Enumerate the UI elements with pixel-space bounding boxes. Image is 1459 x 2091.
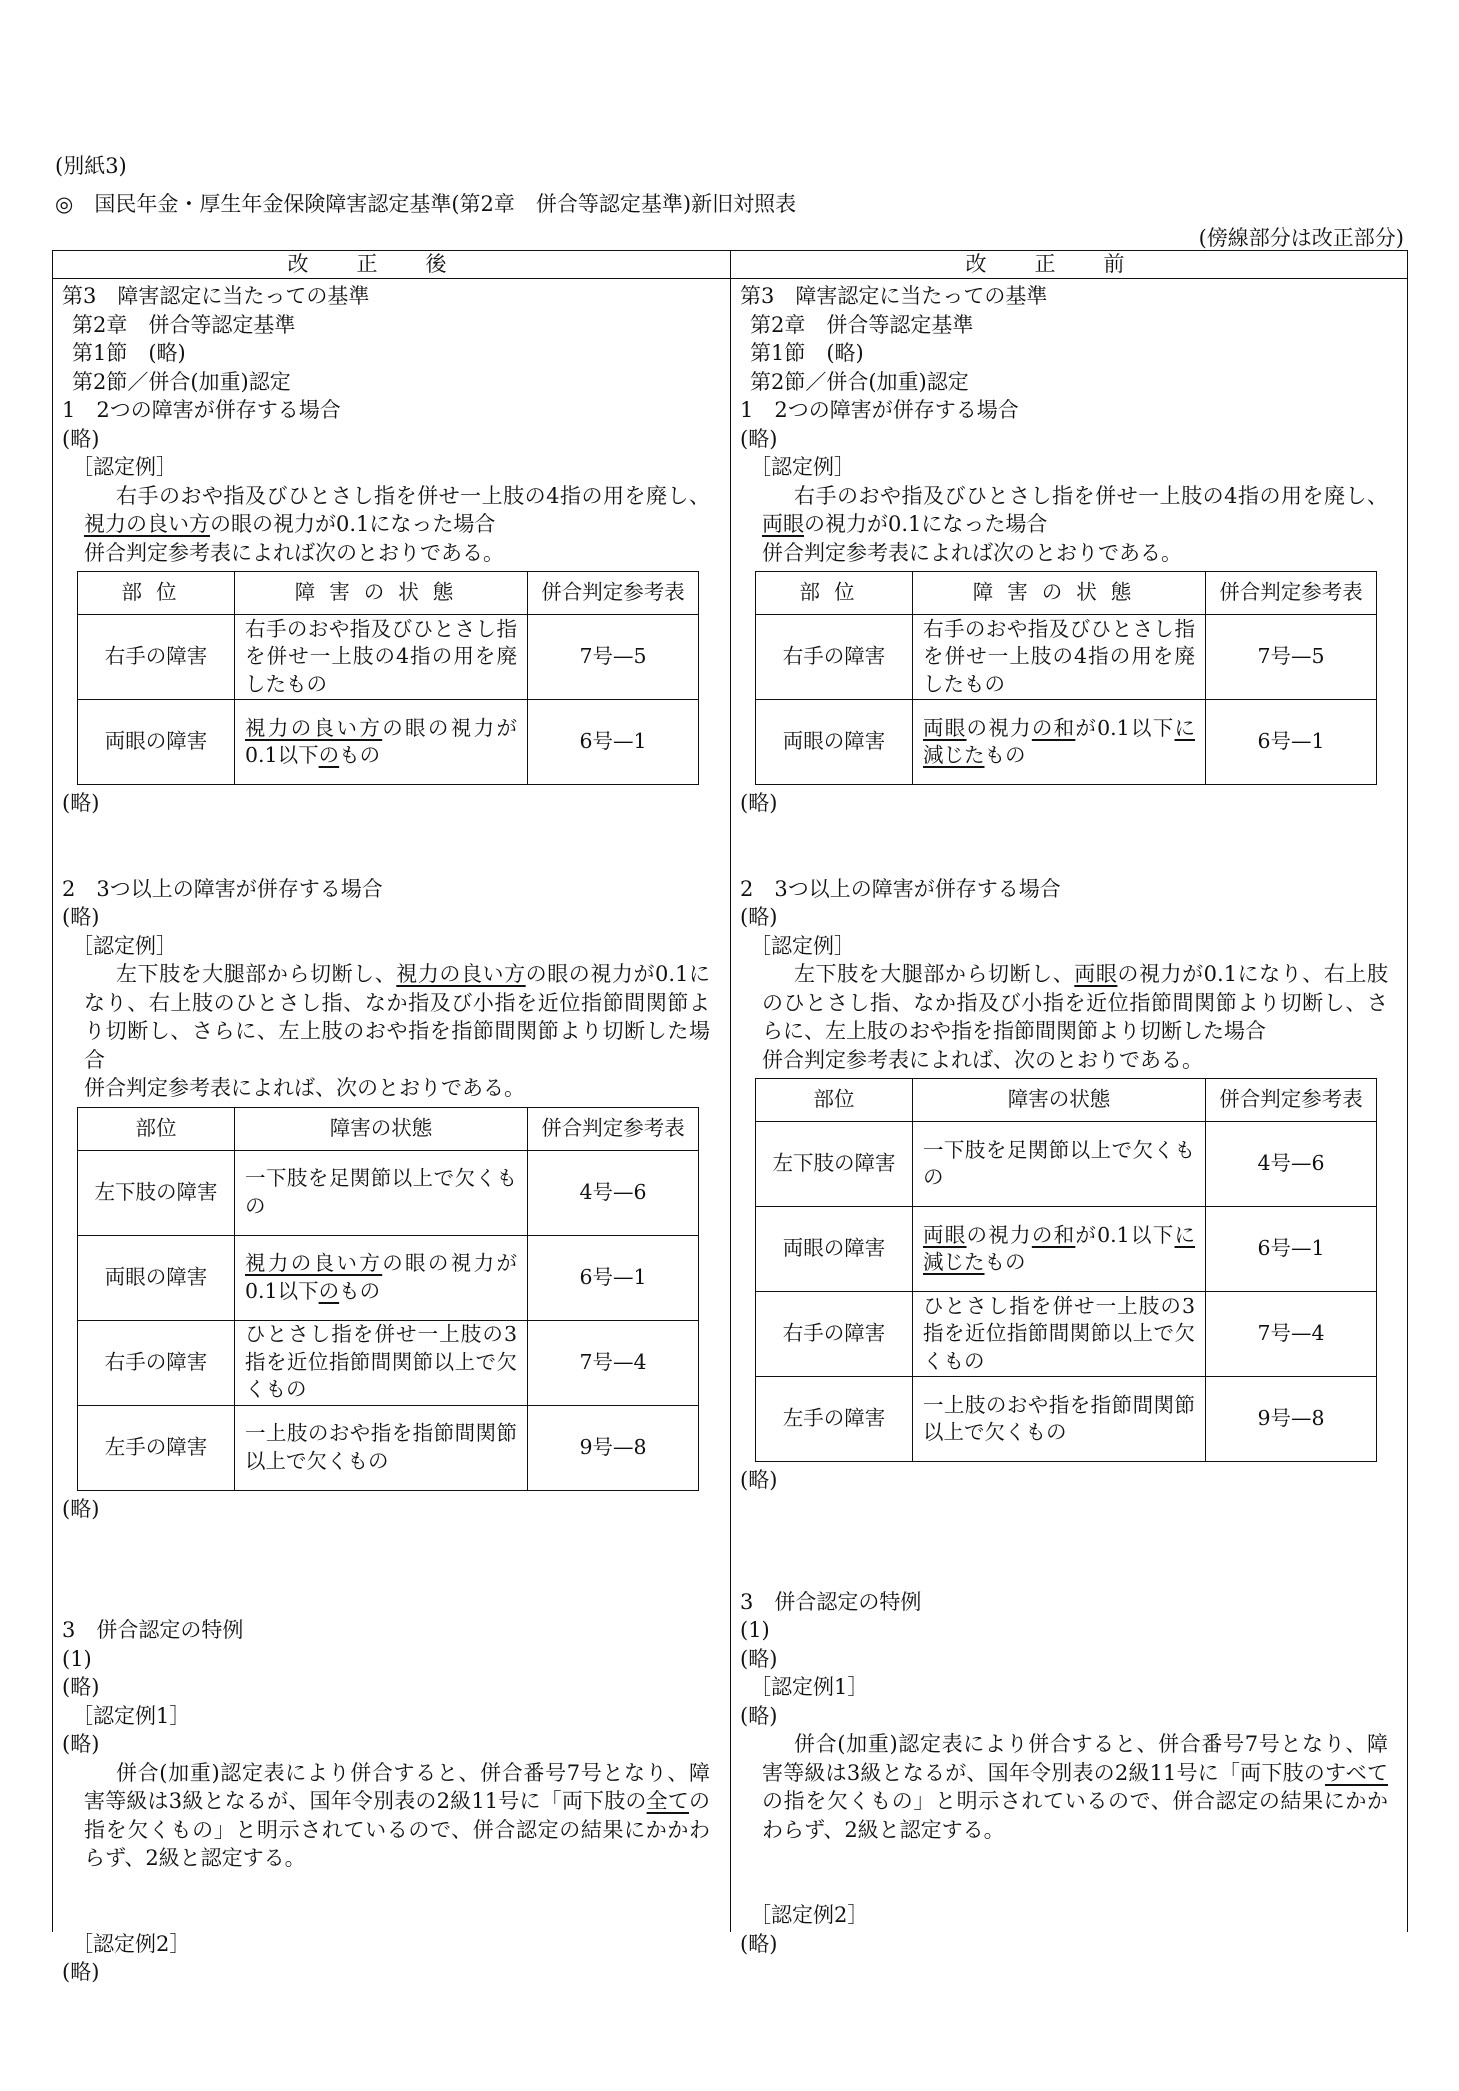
state-underline: 視力の良い方 [245, 1251, 383, 1275]
example1-underline: 視力の良い方 [84, 512, 210, 536]
table-cell-ref: 6号—1 [1206, 700, 1377, 785]
item3-heading: 3 併合認定の特例 [62, 1618, 244, 1642]
example1-text-part: の視力が0.1になった場合 [804, 512, 1048, 536]
special-case-text [730, 1730, 1398, 1844]
item2-heading: 2 3つ以上の障害が併存する場合 [62, 876, 383, 901]
table-cell-part: 両眼の障害 [78, 1235, 235, 1320]
comparison-table [52, 250, 1408, 1984]
table-cell-ref: 6号—1 [528, 700, 699, 785]
state-underline: 両眼 [923, 1222, 967, 1247]
abbreviation: (略) [740, 1703, 778, 1728]
example2-text [52, 960, 720, 1074]
table-header-ref: 併合判定参考表 [528, 1107, 699, 1150]
table-header-state: 障害の状態 [235, 572, 528, 615]
state-text: もの [984, 743, 1026, 767]
state-text: の眼の視力が0.1以下 [245, 715, 518, 767]
table-cell-ref: 4号—6 [1206, 1122, 1377, 1207]
item1-heading: 1 2つの障害が併存する場合 [740, 398, 1019, 422]
abbreviation: (略) [62, 1732, 100, 1756]
table-cell-state [913, 700, 1206, 785]
special-case-underline: すべて [1324, 1760, 1388, 1785]
section1-line: 第1節 (略) [750, 341, 864, 365]
state-text: もの [339, 743, 381, 767]
table-cell-state [235, 1235, 528, 1320]
special-case-text [52, 1759, 720, 1873]
table-cell-state: 一下肢を足関節以上で欠くもの [235, 1150, 528, 1235]
reference-line: 併合判定参考表によれば、次のとおりである。 [762, 1047, 1203, 1072]
example1-text [52, 482, 720, 539]
state-text: が0.1以下 [1075, 1222, 1175, 1247]
table-cell-part: 左下肢の障害 [756, 1122, 913, 1207]
table-cell-ref: 4号—6 [528, 1150, 699, 1235]
abbreviation: (略) [740, 1931, 778, 1956]
table-header-ref: 併合判定参考表 [1206, 1079, 1377, 1122]
table-cell-part: 両眼の障害 [756, 700, 913, 785]
example2-text-part: 左下肢を大腿部から切断し、 [116, 962, 397, 986]
reference-line: 併合判定参考表によれば次のとおりである。 [762, 540, 1182, 565]
table2-after [77, 1107, 699, 1491]
chapter-title: 第2章 併合等認定基準 [750, 312, 974, 337]
example-label: ［認定例］ [72, 455, 177, 479]
state-text: もの [984, 1250, 1026, 1274]
table-cell-ref: 6号—1 [1206, 1207, 1377, 1292]
table1-before [755, 571, 1377, 785]
section2-line: 第2節／併合(加重)認定 [750, 369, 969, 394]
example2-label: ［認定例2］ [72, 1931, 191, 1956]
state-underline: 視力の良い方 [245, 715, 383, 740]
table-cell-state: 一上肢のおや指を指節間関節以上で欠くもの [913, 1377, 1206, 1462]
special-case-text-part: 併合(加重)認定表により併合すると、併合番号7号となり、障害等級は3級となるが、国年令別表の2級11号に「両下肢の [762, 1732, 1388, 1785]
item2-heading: 2 3つ以上の障害が併存する場合 [740, 876, 1061, 901]
table-cell-state: 一下肢を足関節以上で欠くもの [913, 1122, 1206, 1207]
column-header-after: 改正後 [287, 252, 495, 276]
table-header-ref: 併合判定参考表 [1206, 572, 1377, 615]
table-cell-ref: 7号—5 [1206, 615, 1377, 700]
table-cell-ref: 7号—5 [528, 615, 699, 700]
table-cell-part: 右手の障害 [756, 615, 913, 700]
table-cell-ref: 7号—4 [1206, 1292, 1377, 1377]
section2-line: 第2節／併合(加重)認定 [72, 369, 291, 394]
state-underline: に減じた [923, 715, 1196, 767]
abbreviation: (略) [62, 1496, 100, 1521]
example2-text-part: の視力が0.1になり、右上肢のひとさし指、なか指及び小指を近位指節間関節より切断し、さらに、左上肢のおや指を指節間関節より切断した場合 [762, 962, 1388, 1043]
table-header-part: 部位 [78, 1107, 235, 1150]
section-title: 第3 障害認定に当たっての基準 [740, 284, 1048, 308]
state-underline: 両眼 [923, 715, 967, 740]
state-text: の視力 [966, 1222, 1032, 1247]
table-cell-part: 右手の障害 [756, 1292, 913, 1377]
state-underline: の和 [1031, 1222, 1076, 1247]
table-header-part: 部位 [78, 572, 235, 615]
abbreviation: (略) [740, 1468, 778, 1492]
example1-text-part: の眼の視力が0.1になった場合 [210, 512, 496, 536]
example1-text-part: 右手のおや指及びひとさし指を併せ一上肢の4指の用を廃し、 [794, 483, 1388, 508]
example1-label: ［認定例1］ [750, 1675, 869, 1699]
item3-heading: 3 併合認定の特例 [740, 1589, 922, 1614]
example-label: ［認定例］ [750, 933, 855, 958]
table-cell-ref: 6号—1 [528, 1235, 699, 1320]
abbreviation: (略) [740, 426, 778, 451]
example1-label: ［認定例1］ [72, 1703, 191, 1728]
example2-text [730, 960, 1398, 1046]
abbreviation: (略) [62, 1960, 100, 1984]
item3-sub: (1) [740, 1618, 770, 1642]
state-text: もの [339, 1278, 381, 1303]
example-label: ［認定例］ [750, 455, 855, 479]
example2-label: ［認定例2］ [750, 1903, 869, 1927]
table-cell-part: 左下肢の障害 [78, 1150, 235, 1235]
example1-text [730, 482, 1398, 539]
table-cell-part: 左手の障害 [756, 1377, 913, 1462]
example2-underline: 両眼 [1074, 962, 1118, 986]
section-title: 第3 障害認定に当たっての基準 [62, 284, 370, 308]
table-right-border [1407, 250, 1408, 1932]
abbreviation: (略) [740, 791, 778, 815]
table1-after [77, 571, 699, 785]
abbreviation: (略) [740, 1646, 778, 1671]
reference-line: 併合判定参考表によれば、次のとおりである。 [84, 1076, 525, 1100]
state-text: の眼の視力が0.1以下 [245, 1251, 518, 1303]
section1-line: 第1節 (略) [72, 341, 186, 365]
table-cell-part: 両眼の障害 [78, 700, 235, 785]
special-case-text-part: の指を欠くもの」と明示されているので、併合認定の結果にかかわらず、2級と認定する。 [84, 1789, 710, 1870]
document-title: ◎ 国民年金・厚生年金保険障害認定基準(第2章 併合等認定基準)新旧対照表 [55, 192, 797, 216]
table-header-ref: 併合判定参考表 [528, 572, 699, 615]
abbreviation: (略) [62, 1675, 100, 1699]
chapter-title: 第2章 併合等認定基準 [72, 312, 296, 337]
state-text: の視力 [966, 715, 1032, 740]
table-cell-state: 右手のおや指及びひとさし指を併せ一上肢の4指の用を廃したもの [235, 615, 528, 700]
special-case-underline: 全て [646, 1789, 689, 1813]
item1-heading: 1 2つの障害が併存する場合 [62, 398, 341, 422]
abbreviation: (略) [62, 426, 100, 451]
table-cell-part: 左手の障害 [78, 1405, 235, 1490]
abbreviation: (略) [62, 905, 100, 929]
example2-text-part: の眼の視力が0.1になり、右上肢のひとさし指、なか指及び小指を近位指節間関節より切断し、さらに、左上肢のおや指を指節間関節より切断した場合 [84, 962, 710, 1072]
revision-note: (傍線部分は改正部分) [1198, 226, 1404, 250]
example1-underline: 両眼 [762, 512, 804, 536]
item3-sub: (1) [62, 1646, 92, 1671]
state-underline: の [318, 743, 340, 767]
table-cell-part: 右手の障害 [78, 615, 235, 700]
special-case-text-part: の指を欠くもの」と明示されているので、併合認定の結果にかかわらず、2級と認定する。 [762, 1789, 1388, 1842]
column-header-before: 改正前 [965, 252, 1173, 276]
table-cell-state [235, 700, 528, 785]
table-cell-part: 両眼の障害 [756, 1207, 913, 1292]
state-underline: に減じた [923, 1222, 1196, 1274]
state-underline: の和 [1031, 715, 1076, 740]
example-label: ［認定例］ [72, 933, 177, 958]
abbreviation: (略) [62, 791, 100, 815]
table-header-state: 障害の状態 [913, 1079, 1206, 1122]
table-cell-part: 右手の障害 [78, 1320, 235, 1405]
table-cell-state: 右手のおや指及びひとさし指を併せ一上肢の4指の用を廃したもの [913, 615, 1206, 700]
table-cell-state: 一上肢のおや指を指節間関節以上で欠くもの [235, 1405, 528, 1490]
abbreviation: (略) [740, 905, 778, 929]
table-cell-ref: 7号—4 [528, 1320, 699, 1405]
state-text: が0.1以下 [1075, 715, 1175, 740]
table-header-state: 障害の状態 [235, 1107, 528, 1150]
special-case-text-part: 併合(加重)認定表により併合すると、併合番号7号となり、障害等級は3級となるが、国年令別表の2級11号に「両下肢の [84, 1760, 710, 1813]
table-cell-ref: 9号—8 [1206, 1377, 1377, 1462]
after-column [52, 282, 720, 1987]
example2-text-part: 左下肢を大腿部から切断し、 [794, 962, 1075, 986]
table2-before [755, 1078, 1377, 1462]
example1-text-part: 右手のおや指及びひとさし指を併せ一上肢の4指の用を廃し、 [116, 483, 710, 508]
table-cell-state: ひとさし指を併せ一上肢の3指を近位指節間関節以上で欠くもの [913, 1292, 1206, 1377]
state-underline: の [318, 1278, 340, 1303]
table-cell-ref: 9号—8 [528, 1405, 699, 1490]
before-column [730, 282, 1398, 1958]
table-cell-state: ひとさし指を併せ一上肢の3指を近位指節間関節以上で欠くもの [235, 1320, 528, 1405]
table-cell-state [913, 1207, 1206, 1292]
reference-line: 併合判定参考表によれば次のとおりである。 [84, 540, 504, 565]
example2-underline: 視力の良い方 [396, 962, 526, 986]
table-header-state: 障害の状態 [913, 572, 1206, 615]
table-header-part: 部位 [756, 572, 913, 615]
table-header-part: 部位 [756, 1079, 913, 1122]
appendix-label: (別紙3) [55, 154, 127, 178]
